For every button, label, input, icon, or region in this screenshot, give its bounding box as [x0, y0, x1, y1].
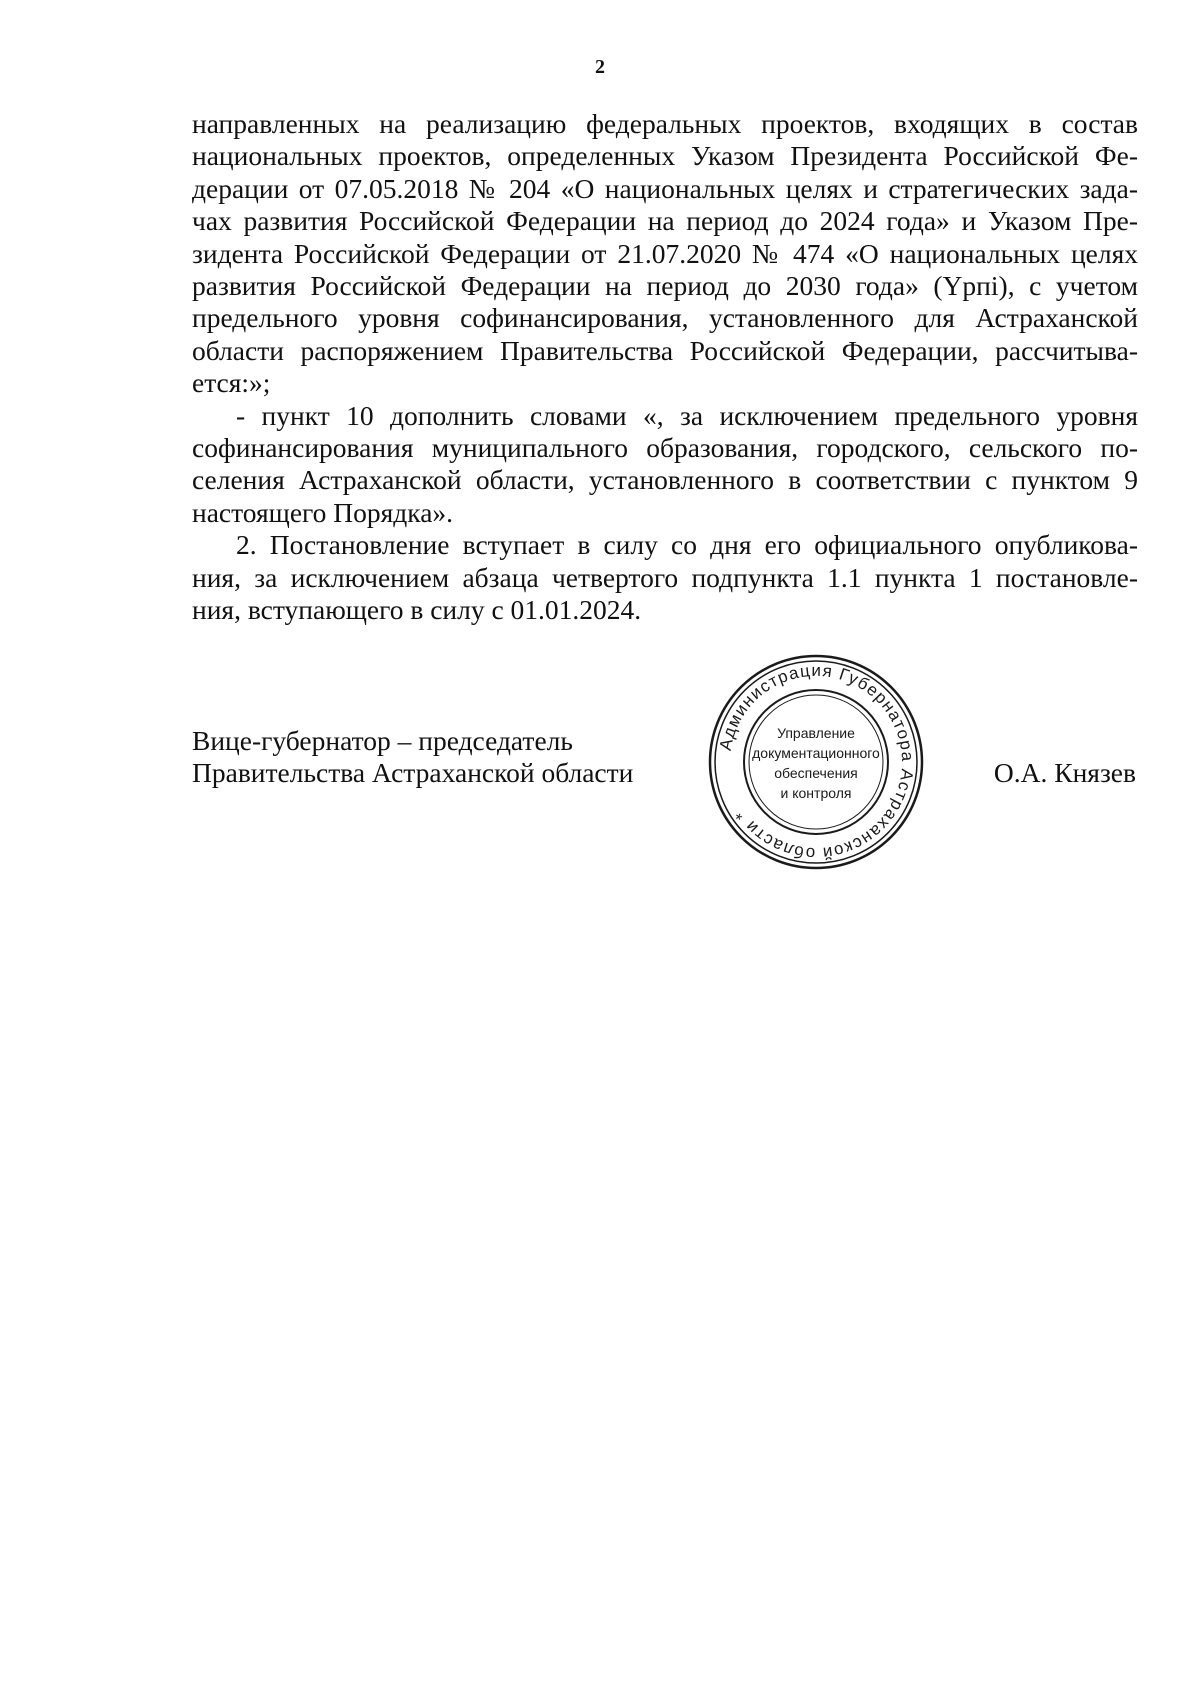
svg-text:документационного: документационного: [752, 745, 880, 761]
text-line: настоящего Порядка».: [192, 496, 454, 528]
text-line: направленных на реализацию федеральных проектов, входящих в состав: [192, 108, 1138, 139]
text-line: области распоряжением Правительства Российской Федерации, рассчитыва-: [192, 334, 1138, 366]
text-line: развития Российской Федерации на период до 2030 года» (Yрпi), с учетом: [192, 270, 1138, 302]
seal-graphic: [706, 652, 926, 872]
svg-text:и контроля: и контроля: [780, 785, 852, 801]
text-line: чах развития Российской Федерации на период до 2024 года» и Указом Пре-: [192, 205, 1138, 237]
text-line: предельного уровня софинансирования, установленного для Астраханской: [192, 302, 1138, 334]
text-line: - пункт 10 дополнить словами «, за исключением предельного уровня: [236, 399, 1138, 431]
paragraph-item-10: [192, 400, 1138, 530]
paragraph-effective-date: [192, 529, 1138, 626]
text-line: 2. Постановление вступает в силу со дня его официального опубликова-: [236, 529, 1138, 561]
page-number: 2: [595, 56, 605, 78]
svg-text:Управление: Управление: [777, 725, 855, 741]
official-seal-stamp: [706, 652, 926, 872]
text-line: ния, за исключением абзаца четвертого подпункта 1.1 пункта 1 постановле-: [192, 561, 1138, 593]
svg-text:обеспечения: обеспечения: [774, 765, 858, 781]
text-line: дерации от 07.05.2018 № 204 «О национальных целях и стратегических зада-: [192, 172, 1138, 204]
paragraph-continuation: [192, 108, 1138, 400]
text-line: ется:»;: [192, 367, 271, 399]
document-body: [192, 108, 1138, 627]
position-line: Правительства Астраханской области: [192, 757, 634, 789]
text-line: софинансирования муниципального образования, городского, сельского по-: [192, 432, 1138, 464]
signer-name: О.А. Князев: [993, 757, 1136, 788]
signatory-position: [192, 725, 633, 790]
text-line: ния, вступающего в силу с 01.01.2024.: [192, 594, 642, 626]
svg-text:Администрация Губернатора Астр: Администрация Губернатора Астраханской области *: [715, 660, 918, 864]
text-line: селения Астраханской области, установленного в соответствии с пунктом 9: [192, 464, 1138, 496]
text-line: национальных проектов, определенных Указом Президента Российской Фе-: [192, 140, 1138, 172]
text-line: зидента Российской Федерации от 21.07.2020 № 474 «О национальных целях: [192, 237, 1138, 269]
position-line: Вице-губернатор – председатель: [192, 725, 573, 756]
